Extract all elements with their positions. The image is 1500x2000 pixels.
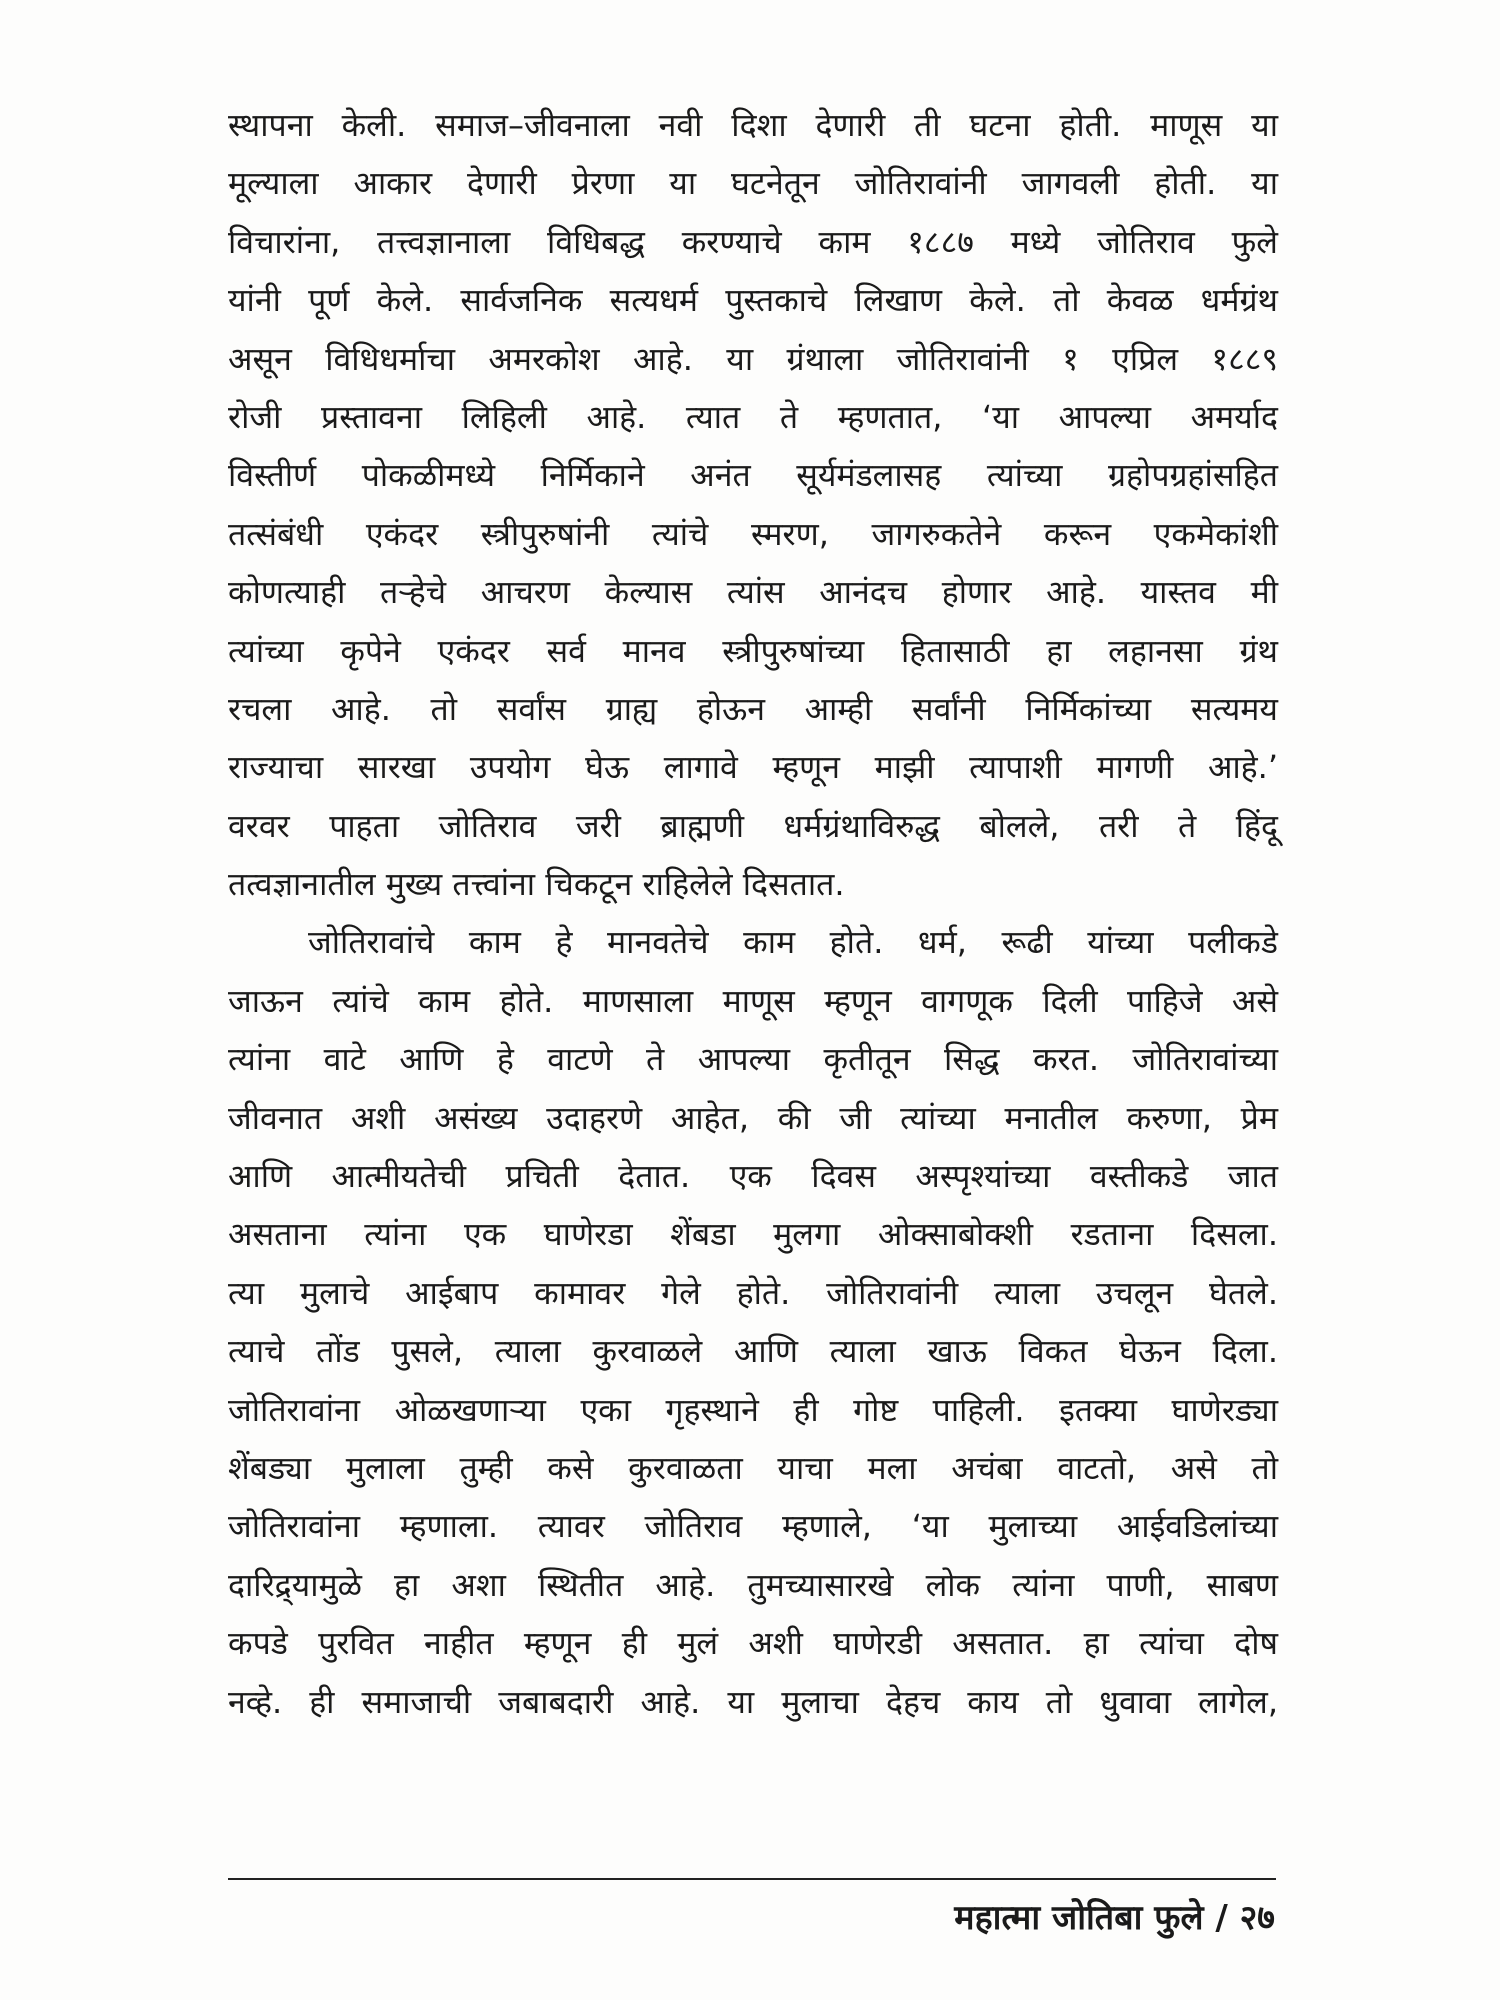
text-line: दारिद्र्यामुळे हा अशा स्थितीत आहे. तुमच्यासारखे लोक त्यांना पाणी, साबण [228, 1565, 1278, 1604]
page-footer [954, 1888, 1275, 1948]
page-number: २७ [1239, 1898, 1275, 1938]
text-line: शेंबड्या मुलाला तुम्ही कसे कुरवाळता याचा मला अचंबा वाटतो, असे तो [228, 1448, 1278, 1487]
footer-separator: / [1215, 1898, 1228, 1938]
text-line: स्थापना केली. समाज–जीवनाला नवी दिशा देणारी ती घटना होती. माणूस या [228, 106, 1278, 144]
text-line: रचला आहे. तो सर्वांस ग्राह्य होऊन आम्ही सर्वांनी निर्मिकांच्या सत्यमय [228, 689, 1278, 728]
text-line: त्या मुलाचे आईबाप कामावर गेले होते. जोतिरावांनी त्याला उचलून घेतले. [228, 1273, 1278, 1312]
page-body-text [228, 96, 1278, 1731]
text-line: त्याचे तोंड पुसले, त्याला कुरवाळले आणि त्याला खाऊ विकत घेऊन दिला. [228, 1332, 1278, 1371]
footer-book-title: महात्मा जोतिबा फुले [954, 1898, 1204, 1938]
text-line: रोजी प्रस्तावना लिहिली आहे. त्यात ते म्हणतात, ‘या आपल्या अमर्याद [228, 397, 1278, 436]
text-line: विस्तीर्ण पोकळीमध्ये निर्मिकाने अनंत सूर्यमंडलासह त्यांच्या ग्रहोपग्रहांसहित [228, 456, 1278, 495]
text-line: राज्याचा सारखा उपयोग घेऊ लागावे म्हणून माझी त्यापाशी मागणी आहे.’ [228, 748, 1278, 787]
text-line: आणि आत्मीयतेची प्रचिती देतात. एक दिवस अस्पृश्यांच्या वस्तीकडे जात [228, 1157, 1278, 1196]
text-line: जोतिरावांना म्हणाला. त्यावर जोतिराव म्हणाले, ‘या मुलाच्या आईवडिलांच्या [228, 1507, 1278, 1546]
footer-divider [228, 1878, 1276, 1880]
text-line: तत्संबंधी एकंदर स्त्रीपुरुषांनी त्यांचे स्मरण, जागरुकतेने करून एकमेकांशी [228, 514, 1278, 553]
text-line: यांनी पूर्ण केले. सार्वजनिक सत्यधर्म पुस्तकाचे लिखाण केले. तो केवळ धर्मग्रंथ [228, 281, 1278, 320]
text-line: त्यांना वाटे आणि हे वाटणे ते आपल्या कृतीतून सिद्ध करत. जोतिरावांच्या [228, 1040, 1278, 1079]
text-line: तत्वज्ञानातील मुख्य तत्त्वांना चिकटून राहिलेले दिसतात. [228, 865, 845, 904]
text-line: जीवनात अशी असंख्य उदाहरणे आहेत, की जी त्यांच्या मनातील करुणा, प्रेम [228, 1098, 1278, 1137]
text-line: असताना त्यांना एक घाणेरडा शेंबडा मुलगा ओक्साबोक्शी रडताना दिसला. [228, 1215, 1278, 1254]
text-line: जोतिरावांचे काम हे मानवतेचे काम होते. धर्म, रूढी यांच्या पलीकडे [308, 923, 1278, 962]
text-line: विचारांना, तत्त्वज्ञानाला विधिबद्ध करण्याचे काम १८८७ मध्ये जोतिराव फुले [228, 222, 1278, 261]
text-line: कपडे पुरवित नाहीत म्हणून ही मुलं अशी घाणेरडी असतात. हा त्यांचा दोष [228, 1624, 1278, 1663]
text-line: जाऊन त्यांचे काम होते. माणसाला माणूस म्हणून वागणूक दिली पाहिजे असे [228, 981, 1278, 1020]
text-line: नव्हे. ही समाजाची जबाबदारी आहे. या मुलाचा देहच काय तो धुवावा लागेल, [228, 1682, 1278, 1721]
text-line: वरवर पाहता जोतिराव जरी ब्राह्मणी धर्मग्रंथाविरुद्ध बोलले, तरी ते हिंदू [228, 806, 1278, 845]
text-line: त्यांच्या कृपेने एकंदर सर्व मानव स्त्रीपुरुषांच्या हितासाठी हा लहानसा ग्रंथ [228, 631, 1278, 670]
text-line: कोणत्याही तऱ्हेचे आचरण केल्यास त्यांस आनंदच होणार आहे. यास्तव मी [228, 573, 1278, 612]
text-line: असून विधिधर्माचा अमरकोश आहे. या ग्रंथाला जोतिरावांनी १ एप्रिल १८८९ [228, 339, 1278, 378]
text-line: मूल्याला आकार देणारी प्रेरणा या घटनेतून जोतिरावांनी जागवली होती. या [228, 164, 1278, 203]
text-line: जोतिरावांना ओळखणाऱ्या एका गृहस्थाने ही गोष्ट पाहिली. इतक्या घाणेरड्या [228, 1390, 1278, 1429]
